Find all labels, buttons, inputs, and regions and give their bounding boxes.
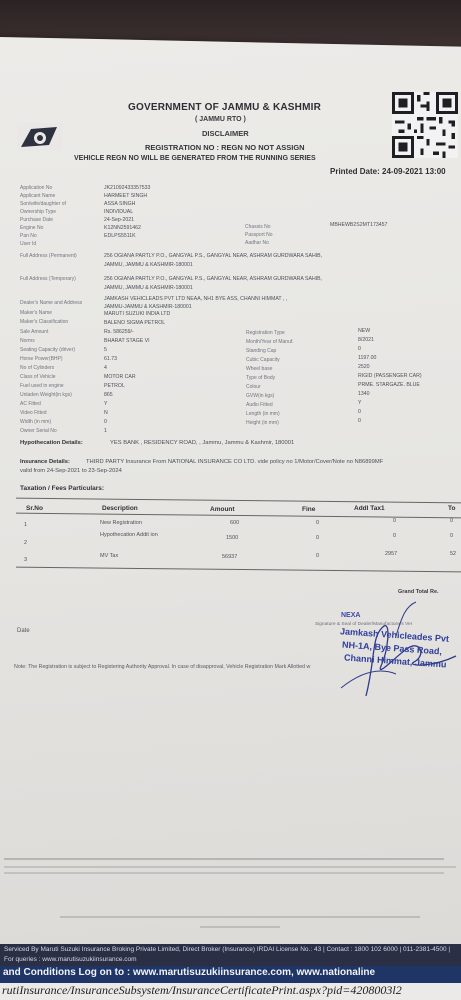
row2-description: Hypothecation Addit ion xyxy=(100,532,158,538)
label-vehicle-class: Class of Vehicle xyxy=(20,374,56,380)
label-passport-no: Passport No xyxy=(245,232,273,238)
value-length: 0 xyxy=(358,409,361,415)
label-wheel-base: Wheel base xyxy=(246,366,273,372)
printed-date: Printed Date: 24-09-2021 13:00 xyxy=(330,167,446,176)
label-video-fitted: Video Fitted xyxy=(20,410,47,416)
label-owner-serial: Owner Serial No xyxy=(20,428,57,434)
row3-amount: 56937 xyxy=(222,554,238,560)
label-standing-cap: Standing Cap xyxy=(246,348,277,354)
row2-srno: 2 xyxy=(24,540,28,546)
row2-amount: 1500 xyxy=(226,535,239,541)
label-fuel: Fuel used in engine xyxy=(20,383,64,389)
date-label: Date xyxy=(17,628,30,634)
value-body-type: RIGID (PASSENGER CAR) xyxy=(358,373,422,379)
stamp-brand: NEXA xyxy=(341,612,361,619)
insurer-band-text: Serviced By Maruti Suzuki Insurance Broking Private Limited, Direct Broker (Insurance) IRDAI License No.: 43 | Contact : 1800 102 6000 | 011-2381-4500 | For queries : www.marutisuzukiinsurance.com xyxy=(4,946,451,963)
label-height: Height (in mm) xyxy=(246,420,279,426)
document-type: DISCLAIMER xyxy=(202,129,249,138)
label-permanent-address: Full Address (Permanent) xyxy=(20,253,77,259)
label-length: Length (in mm) xyxy=(246,411,280,417)
value-owner-serial: 1 xyxy=(104,428,107,434)
value-relation: ASSA SINGH xyxy=(104,201,136,207)
label-ac-fitted: AC Fitted xyxy=(20,401,41,407)
terms-band-text: and Conditions Log on to : www.marutisuzukiinsurance.com, www.nationaline xyxy=(3,967,376,978)
value-permanent-address-2: JAMMU, JAMMU & KASHMIR-180001 xyxy=(104,262,193,268)
col-header-addl-tax: Addl Tax1 xyxy=(354,505,385,512)
hypothecation-value: YES BANK , RESIDENCY ROAD, , Jammu, Jammu & Kashmir, 180001 xyxy=(110,440,295,446)
value-unladen: 865 xyxy=(104,392,113,398)
row3-addl: 2957 xyxy=(385,551,398,557)
row2-fine: 0 xyxy=(316,535,320,541)
row1-description: New Registration xyxy=(100,520,142,526)
row2-total: 0 xyxy=(450,533,454,539)
government-title: GOVERNMENT OF JAMMU & KASHMIR xyxy=(128,102,322,113)
value-colour: PRME. STARGAZE. BLUE xyxy=(358,382,420,388)
stamp-line-2: NH-1A, Bye Pass Road, xyxy=(341,639,443,657)
value-dealer: JAMKASH VEHICLEADS PVT LTD NEAA, NH1 BYE ASS, CHANNI HIMMAT , , xyxy=(104,296,288,302)
row1-fine: 0 xyxy=(316,520,320,526)
label-gvw: GVW(in kgs) xyxy=(246,393,275,399)
value-pan-no: EDLPS5511K xyxy=(104,233,136,239)
insurance-value: THIRD PARTY Insurance From NATIONAL INSURANCE CO LTD. vide policy no 1/Motor/Cover/Note no N86899MF xyxy=(86,459,384,465)
label-purchase-date: Purchase Date xyxy=(20,217,54,223)
label-ownership-type: Ownership Type xyxy=(20,209,57,215)
label-dealer: Dealer's Name and Address xyxy=(20,300,83,306)
label-audio-fitted: Audio Fitted xyxy=(246,402,273,408)
qr-code xyxy=(392,92,458,158)
value-ac-fitted: Y xyxy=(104,401,108,407)
label-mfg-month: Month/Year of Manuf. xyxy=(246,339,294,345)
value-gvw: 1340 xyxy=(358,391,370,397)
col-header-fine: Fine xyxy=(302,506,316,513)
stamp-line-3: Channi Himmat, Jammu xyxy=(343,652,447,670)
value-regn-type: NEW xyxy=(358,328,371,334)
label-cubic-cap: Cubic Capacity xyxy=(246,357,280,363)
label-relation: Son/wife/daughter of xyxy=(20,201,66,207)
dealer-signature-caption: Signature & Seal of Dealer/Manufacturers Ver xyxy=(315,622,413,627)
col-header-description: Description xyxy=(102,505,138,512)
row1-amount: 600 xyxy=(230,520,240,526)
col-header-srno: Sr.No xyxy=(26,505,43,512)
row1-total: 0 xyxy=(450,518,454,524)
value-applicant-name: HARMEET SINGH xyxy=(104,193,148,199)
jk-government-emblem xyxy=(17,123,63,151)
col-header-amount: Amount xyxy=(210,506,235,513)
value-audio-fitted: Y xyxy=(358,400,362,406)
label-temporary-address: Full Address (Temporary) xyxy=(20,276,76,282)
value-temporary-address: 256 OGIANA PARTLY P.O., GANGYAL P.S., GANGYAL NEAR, ASHRAM GURDWARA SAHIB, xyxy=(104,276,323,282)
hypothecation-label: Hypothecation Details: xyxy=(20,440,83,446)
insurance-label: Insurance Details: xyxy=(20,459,70,465)
label-sale-amount: Sale Amount xyxy=(20,329,49,335)
row1-srno: 1 xyxy=(24,522,28,528)
insurance-validity: valid from 24-Sep-2021 to 23-Sep-2024 xyxy=(20,468,122,474)
row2-addl: 0 xyxy=(393,533,397,539)
value-chassis-no: MBHEWB2S2MT173457 xyxy=(330,222,388,228)
row3-srno: 3 xyxy=(24,557,28,563)
value-purchase-date: 24-Sep-2021 xyxy=(104,217,134,223)
label-application-no: Application No xyxy=(20,185,53,191)
label-engine-no: Engine No xyxy=(20,225,44,231)
value-norms: BHARAT STAGE VI xyxy=(104,338,150,344)
value-permanent-address: 256 OGIANA PARTLY P.O., GANGYAL P.S., GANGYAL NEAR, ASHRAM GURDWARA SAHIB, xyxy=(104,253,323,259)
grand-total-label: Grand Total Re. xyxy=(398,589,439,595)
value-width: 0 xyxy=(104,419,107,425)
office-name: ( JAMMU RTO ) xyxy=(195,116,246,123)
value-ownership-type: INDIVIDUAL xyxy=(104,209,134,215)
label-regn-type: Registration Type xyxy=(246,330,285,336)
value-maker-name: MARUTI SUZUKI INDIA LTD xyxy=(104,311,171,317)
label-unladen: Unladen Weight(in kgs) xyxy=(20,392,72,398)
label-aadhar-no: Aadhar No xyxy=(245,240,269,246)
value-horse-power: 61.73 xyxy=(104,356,117,362)
value-cubic-cap: 1197.00 xyxy=(358,355,377,361)
label-colour: Colour xyxy=(246,384,261,390)
label-chassis-no: Chassis No xyxy=(245,224,271,230)
row3-fine: 0 xyxy=(316,553,320,559)
row3-total: 52 xyxy=(450,551,457,557)
vehicle-registration-note: VEHICLE REGN NO WILL BE GENERATED FROM THE RUNNING SERIES xyxy=(74,155,316,162)
page-url: rutiInsurance/InsuranceSubsystem/InsuranceCertificatePrint.aspx?pid=4208003l2 xyxy=(2,983,402,997)
registration-number-line: REGISTRATION NO : REGN NO NOT ASSIGN xyxy=(145,143,305,152)
value-height: 0 xyxy=(358,418,361,424)
value-application-no: JK21092433357533 xyxy=(104,185,151,191)
value-dealer-2: JAMMU-JAMMU & KASHMIR-180001 xyxy=(104,304,192,310)
label-norms: Norms xyxy=(20,338,35,344)
value-maker-class: BALENO SIGMA PETROL xyxy=(104,320,166,326)
label-cylinders: No of Cylinders xyxy=(20,365,55,371)
value-video-fitted: N xyxy=(104,410,108,416)
col-header-total: To xyxy=(448,505,456,512)
value-mfg-month: 8/2021 xyxy=(358,337,374,343)
label-user-id: User Id xyxy=(20,241,37,247)
value-temporary-address-2: JAMMU, JAMMU & KASHMIR-180001 xyxy=(104,285,193,291)
label-body-type: Type of Body xyxy=(246,375,276,381)
label-maker-class: Maker's Classification xyxy=(20,319,69,325)
value-engine-no: K12NN2591462 xyxy=(104,225,141,231)
insurer-band xyxy=(0,944,461,966)
row3-description: MV Tax xyxy=(100,553,119,559)
label-horse-power: Horse Power(BHP) xyxy=(20,356,63,362)
value-vehicle-class: MOTOR CAR xyxy=(104,374,136,380)
stamp-line-1: Jamkash Vehicleades Pvt xyxy=(339,626,450,644)
value-fuel: PETROL xyxy=(104,383,125,389)
value-seating: 5 xyxy=(104,347,107,353)
value-standing-cap: 0 xyxy=(358,346,361,352)
row1-addl: 0 xyxy=(393,518,397,524)
value-cylinders: 4 xyxy=(104,365,107,371)
label-seating: Seating Capacity (driver) xyxy=(20,347,76,353)
label-pan-no: Pan No xyxy=(20,233,37,239)
registration-note: Note: The Registration is subject to Registering Authority Approval. In case of disapproval, Vehicle Registration Mark Allotted w xyxy=(14,664,311,670)
label-applicant-name: Applicant Name xyxy=(20,193,56,199)
value-wheel-base: 2520 xyxy=(358,364,370,370)
value-sale-amount: Rs. 586259/- xyxy=(104,329,134,335)
label-width: Width (in mm) xyxy=(20,419,52,425)
taxation-title: Taxation / Fees Particulars: xyxy=(20,485,105,492)
label-maker-name: Maker's Name xyxy=(20,310,53,316)
